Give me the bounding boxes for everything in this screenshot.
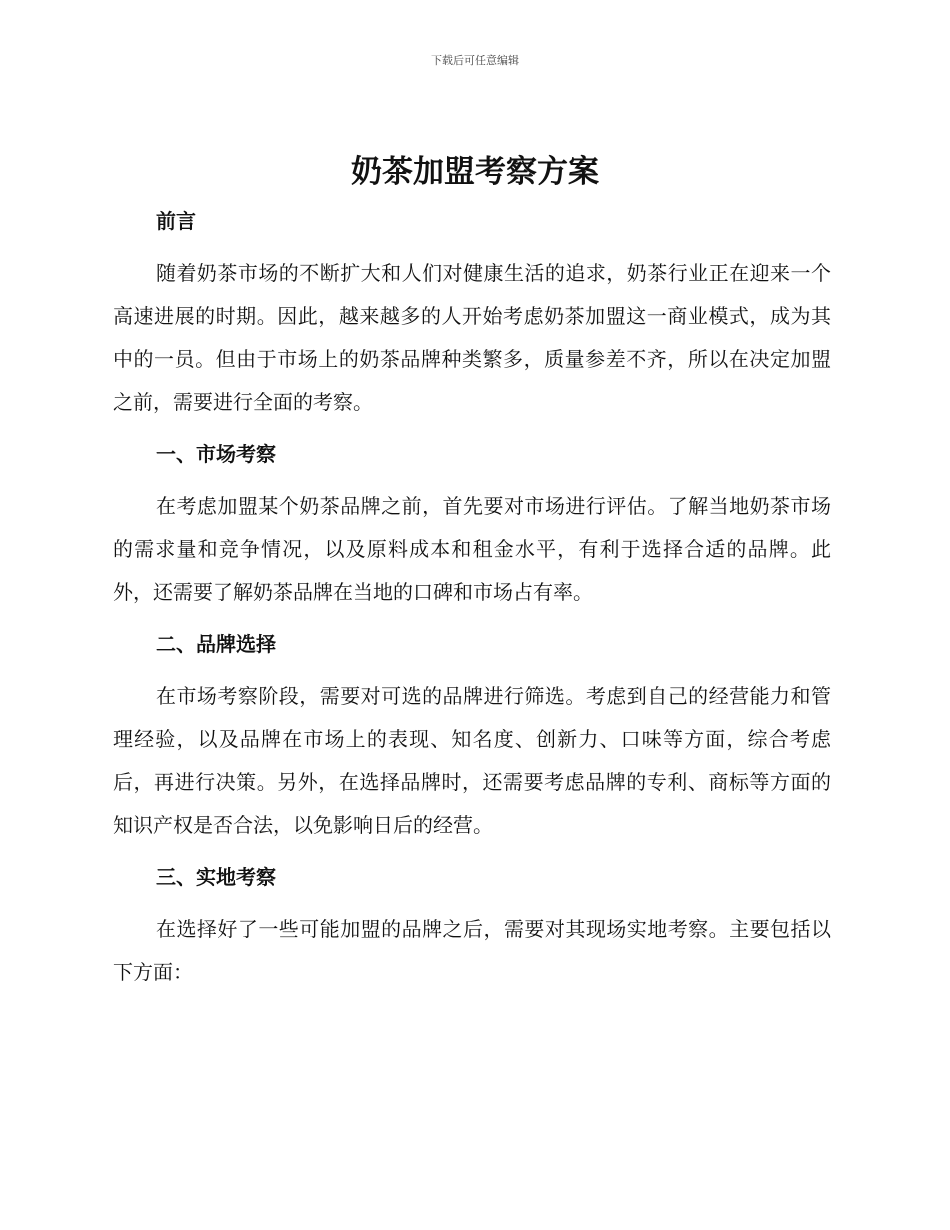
section-paragraph-site-visit: 在选择好了一些可能加盟的品牌之后，需要对其现场实地考察。主要包括以下方面： — [113, 917, 831, 984]
section-paragraph-market: 在考虑加盟某个奶茶品牌之前，首先要对市场进行评估。了解当地奶茶市场的需求量和竞争情况，以及原料成本和租金水平，有利于选择合适的品牌。此外，还需要了解奶茶品牌在当地的口碑和市场占有率。 — [113, 494, 831, 604]
page-header-note: 下载后可任意编辑 — [431, 54, 519, 67]
section-paragraph-brand: 在市场考察阶段，需要对可选的品牌进行筛选。考虑到自己的经营能力和管理经验，以及品牌在市场上的表现、知名度、创新力、口味等方面，综合考虑后，再进行决策。另外，在选择品牌时，还需要考虑品牌的专利、商标等方面的知识产权是否合法，以免影响日后的经营。 — [113, 684, 831, 837]
section-heading-market: 一、市场考察 — [156, 442, 276, 466]
document-title: 奶茶加盟考察方案 — [351, 154, 599, 190]
section-heading-site-visit: 三、实地考察 — [156, 865, 276, 889]
section-heading-brand: 二、品牌选择 — [156, 632, 276, 656]
section-paragraph-preface: 随着奶茶市场的不断扩大和人们对健康生活的追求，奶茶行业正在迎来一个高速进展的时期。因此，越来越多的人开始考虑奶茶加盟这一商业模式，成为其中的一员。但由于市场上的奶茶品牌种类繁多，质量参差不齐，所以在决定加盟之前，需要进行全面的考察。 — [113, 261, 831, 414]
document-body — [113, 199, 831, 994]
section-heading-preface: 前言 — [156, 209, 196, 233]
